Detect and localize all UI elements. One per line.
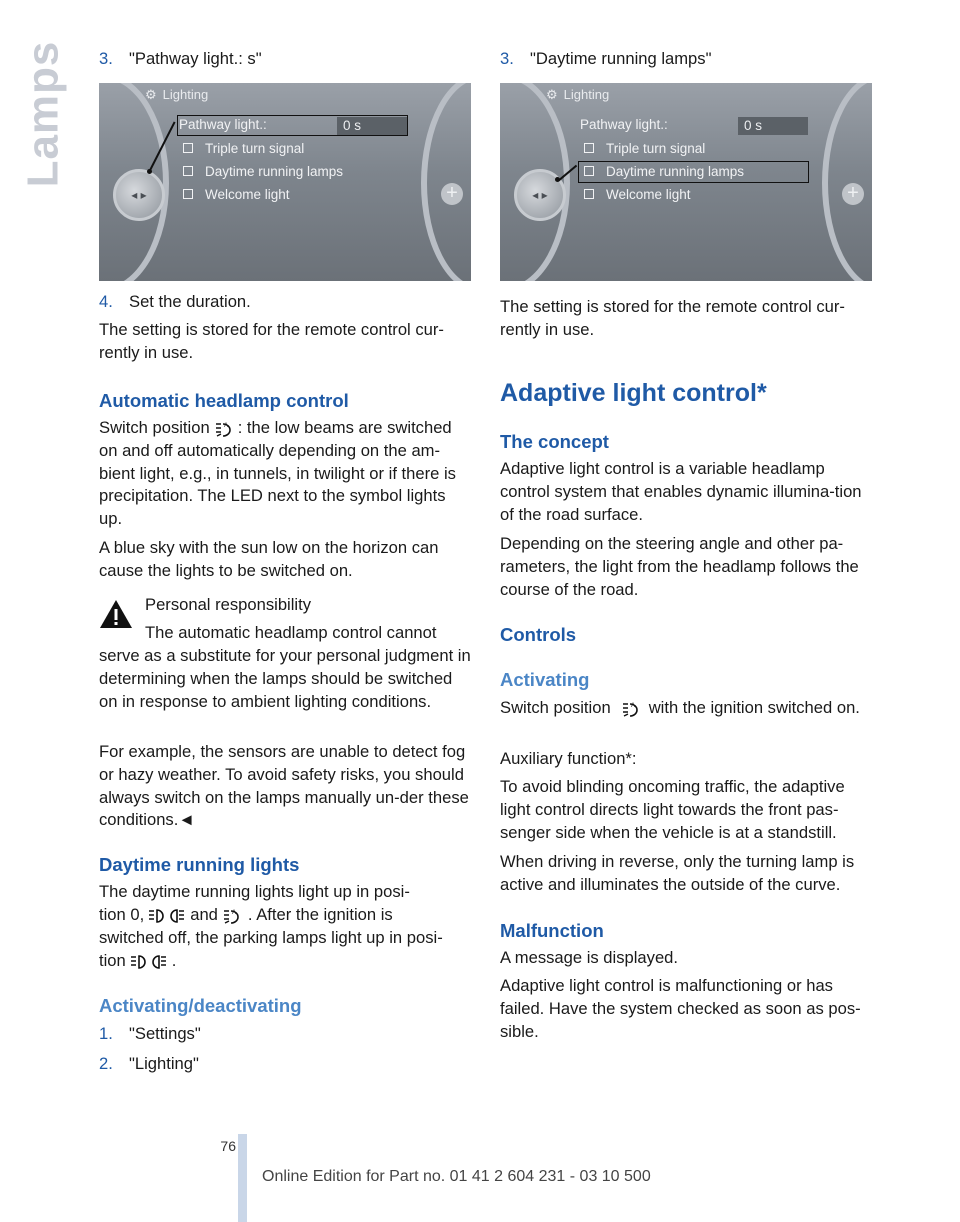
list-item: 2. "Lighting"	[99, 1054, 199, 1073]
parking-lamp-icon	[148, 908, 186, 924]
lighting-screen-daytime	[500, 83, 872, 281]
controller-knob-icon: ◂ ▸	[514, 169, 566, 221]
screen-item: Daytime running lamps	[584, 164, 744, 179]
checkbox-icon	[183, 143, 193, 153]
screen-item: Daytime running lamps	[183, 164, 343, 179]
heading: Daytime running lights	[99, 854, 300, 875]
list-item: 4. Set the duration.	[99, 292, 251, 311]
lighting-screen-pathway	[99, 83, 471, 281]
heading: Controls	[500, 624, 577, 645]
screen-title: ⚙ Lighting	[546, 87, 610, 102]
plus-icon: +	[441, 183, 463, 205]
screen-item: Welcome light	[183, 187, 290, 202]
auto-headlamp-icon	[222, 908, 244, 924]
highlight-box	[578, 161, 809, 183]
checkbox-icon	[183, 166, 193, 176]
heading: Malfunction	[500, 920, 604, 941]
page-number: 76	[220, 1138, 236, 1154]
footer-text: Online Edition for Part no. 01 41 2 604 231 - 03 10 500	[262, 1168, 651, 1185]
gear-icon: ⚙	[145, 87, 157, 102]
plus-icon: +	[842, 183, 864, 205]
screen-title: ⚙ Lighting	[145, 87, 209, 102]
list-item: 3. "Pathway light.: s"	[99, 49, 262, 68]
svg-text:A: A	[630, 702, 635, 709]
section-title: Adaptive light control*	[500, 379, 767, 407]
checkbox-icon	[584, 143, 594, 153]
highlight-box	[177, 115, 408, 136]
svg-text:A: A	[231, 909, 236, 916]
side-tab-label: Lamps	[18, 40, 68, 188]
side-tab	[18, 40, 68, 188]
pathway-row: Pathway light.: 0 s	[580, 117, 810, 137]
parking-lamp-icon	[130, 954, 168, 970]
checkbox-icon	[584, 189, 594, 199]
screen-item: Welcome light	[584, 187, 691, 202]
heading: The concept	[500, 431, 609, 452]
controller-knob-icon: ◂ ▸	[113, 169, 165, 221]
heading: Automatic headlamp control	[99, 390, 349, 411]
pathway-row: Pathway light.: 0 s	[179, 117, 409, 137]
screen-item: Triple turn signal	[183, 141, 304, 156]
footer-bar	[238, 1134, 247, 1222]
heading: Activating	[500, 669, 590, 690]
heading: Activating/deactivating	[99, 995, 302, 1016]
svg-text:A: A	[223, 422, 228, 429]
auto-headlamp-icon	[214, 421, 234, 437]
list-item: 3. "Daytime running lamps"	[500, 49, 712, 68]
auto-headlamp-icon	[615, 701, 645, 717]
list-item: 1. "Settings"	[99, 1024, 201, 1043]
checkbox-icon	[183, 189, 193, 199]
gear-icon: ⚙	[546, 87, 558, 102]
warning-icon	[99, 598, 133, 630]
screen-item: Triple turn signal	[584, 141, 705, 156]
